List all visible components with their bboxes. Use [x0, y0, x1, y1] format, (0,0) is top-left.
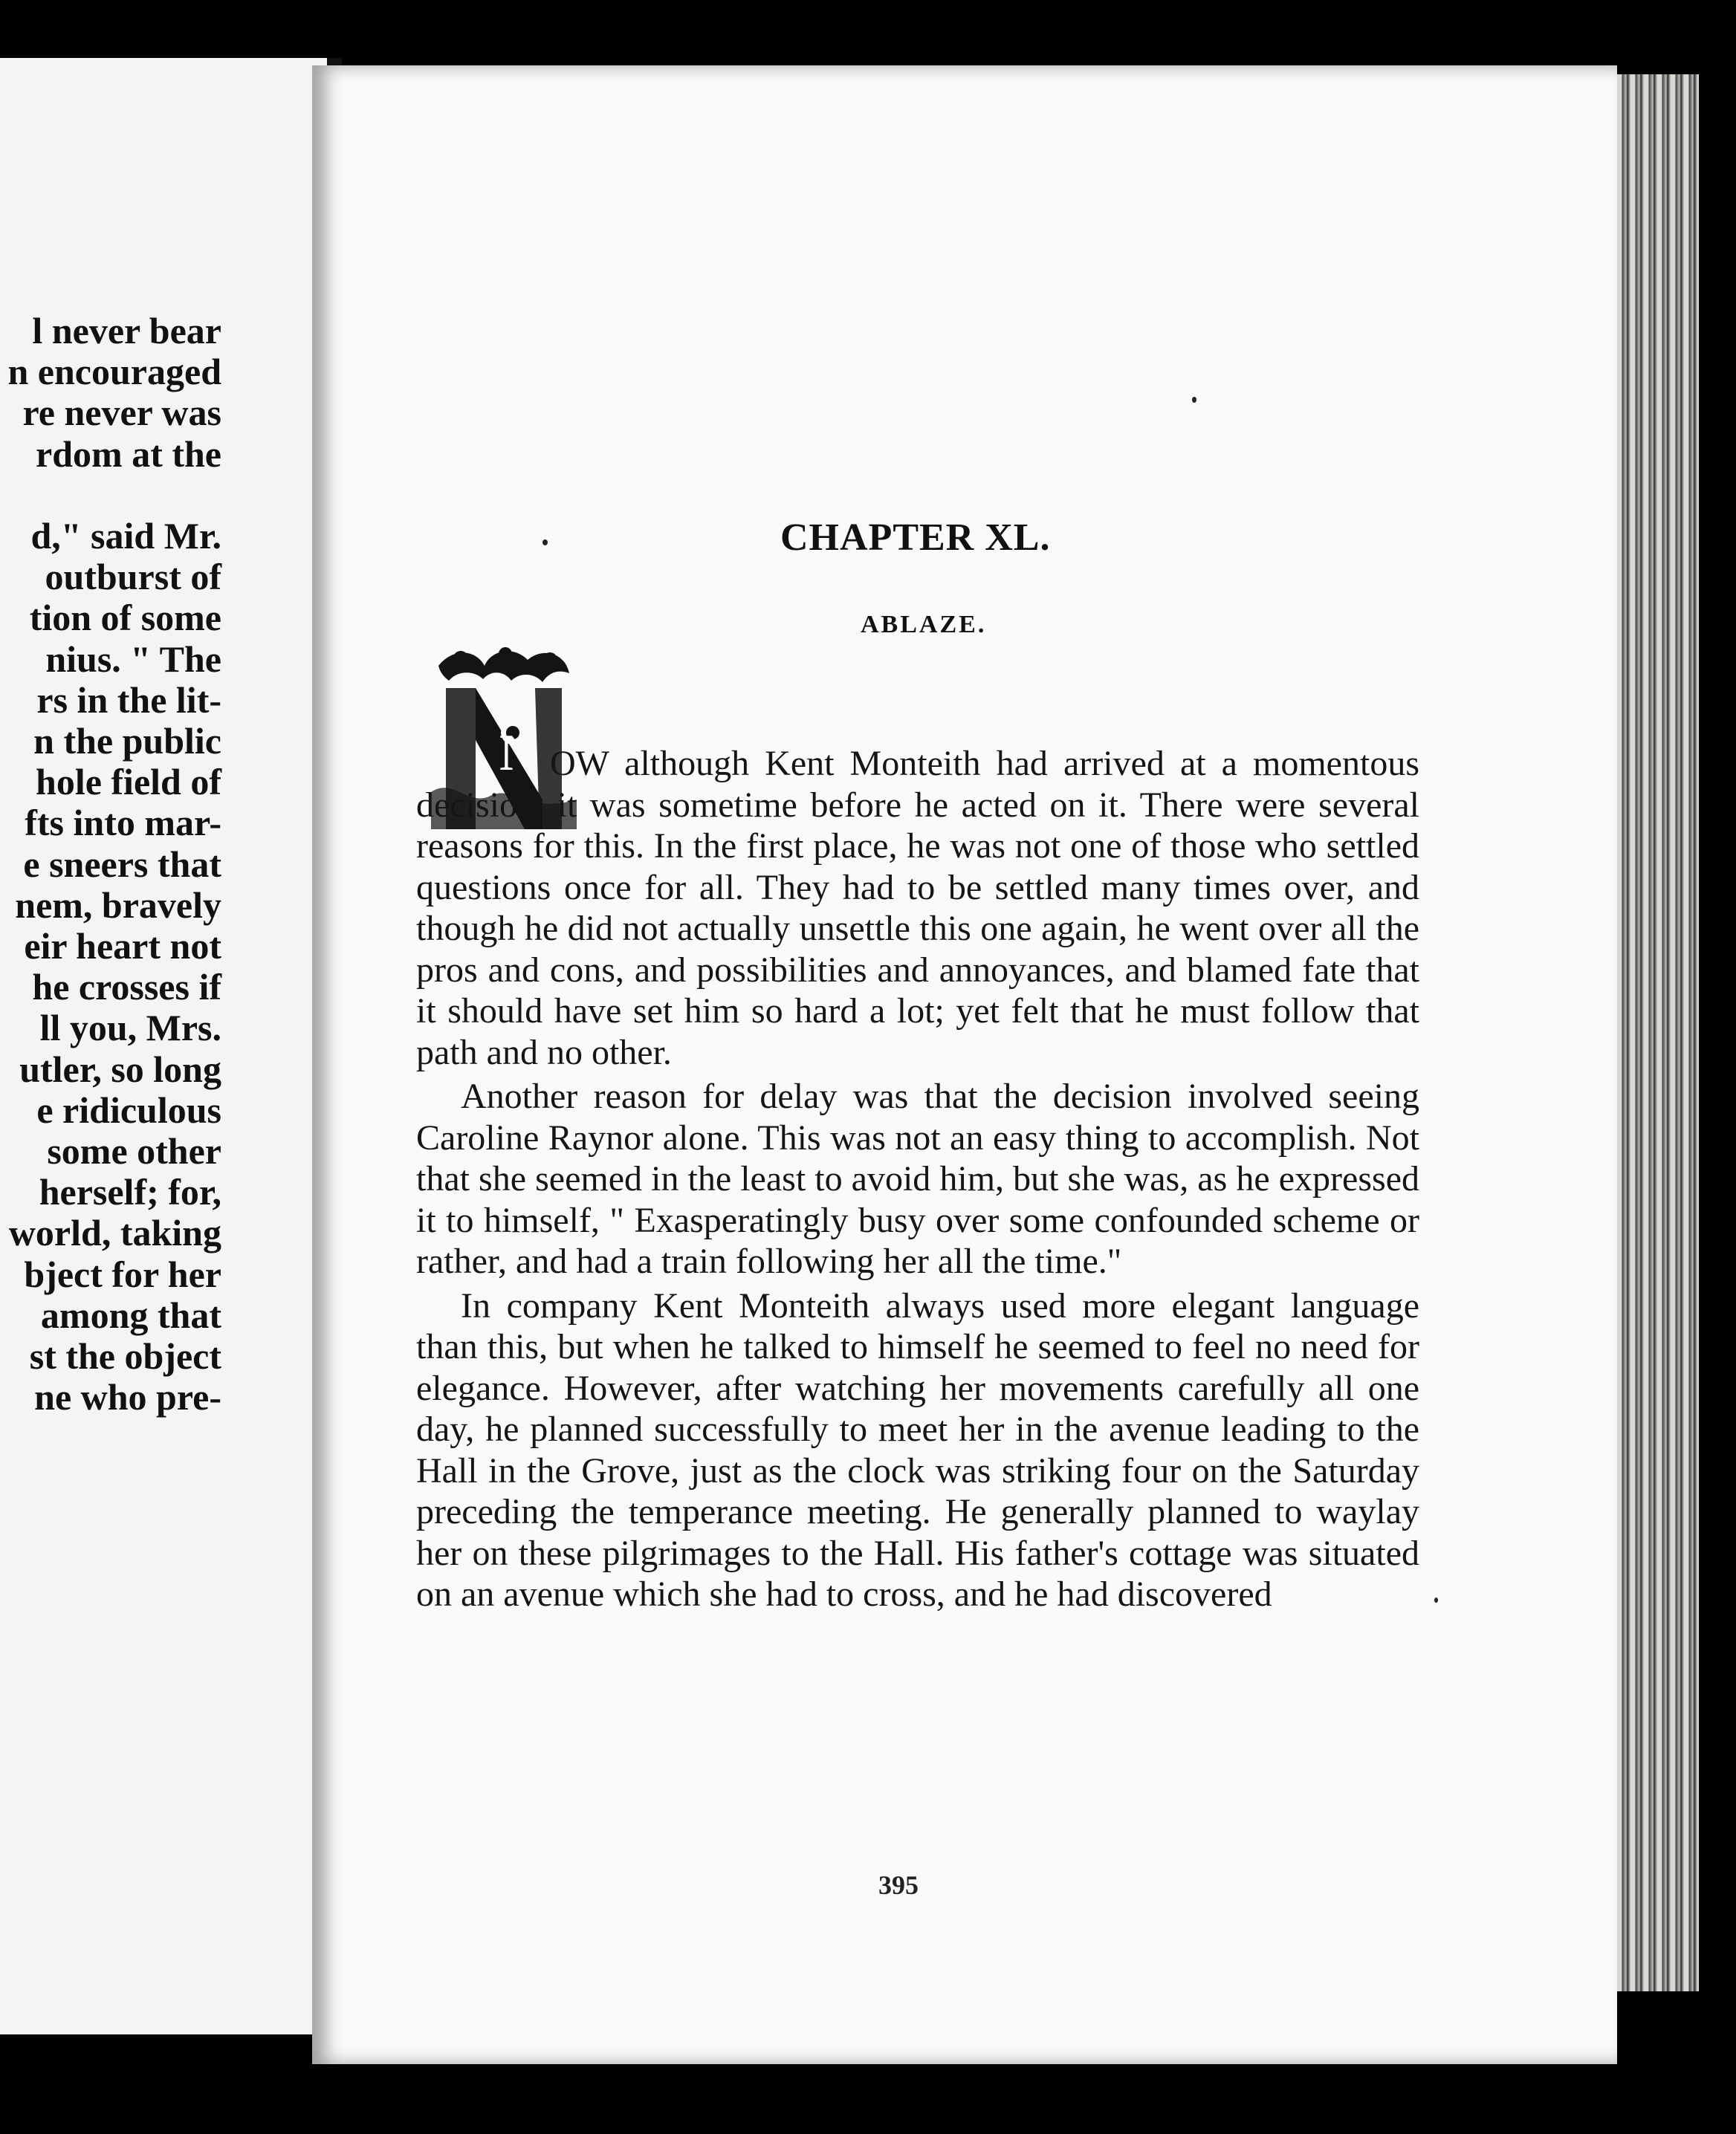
- facing-page-line: rs in the lit-: [36, 678, 221, 721]
- facing-page-line: world, taking: [8, 1212, 221, 1254]
- facing-page-line: nem, bravely: [15, 883, 221, 926]
- facing-page-line: herself; for,: [39, 1171, 221, 1213]
- paragraph: [416, 743, 1419, 1073]
- facing-page: [0, 58, 327, 2034]
- facing-page-line: l never bear: [32, 310, 221, 351]
- facing-page-line: n encouraged: [7, 351, 221, 393]
- scan-speck: [542, 539, 548, 545]
- page-number: 395: [878, 1870, 919, 1900]
- facing-page-line: eir heart not: [24, 925, 221, 967]
- facing-page-line: some other: [47, 1130, 221, 1173]
- facing-page-line: nius. " The: [45, 638, 221, 680]
- scan-speck: [1434, 1598, 1438, 1603]
- scan-speck: [1192, 397, 1196, 403]
- facing-page-line: bject for her: [24, 1253, 221, 1295]
- facing-page-line: ne who pre-: [34, 1376, 221, 1418]
- facing-page-text: [0, 311, 221, 1418]
- paragraph: Another reason for delay was that the decision involved seeing Caroline Raynor alone. This was not an easy thing to accomplish. Not that she seemed in the least to avoid him, but she was, as he expressed it to himself, " Exasperatingly busy over some confounded scheme or rather, and had a train following her all the time.": [416, 1077, 1419, 1281]
- facing-page-line: st the object: [29, 1335, 221, 1378]
- facing-page-line: among that: [40, 1294, 221, 1336]
- facing-page-line: [0, 475, 221, 516]
- dropcap-letter: N: [499, 724, 537, 782]
- facing-page-line: re never was: [22, 392, 221, 434]
- facing-page-line: outburst of: [45, 556, 221, 598]
- chapter-title: CHAPTER XL.: [780, 516, 1051, 559]
- facing-page-line: he crosses if: [32, 966, 221, 1008]
- chapter-subtitle: ABLAZE.: [861, 611, 987, 638]
- facing-page-line: ll you, Mrs.: [39, 1007, 221, 1049]
- facing-page-line: tion of some: [29, 597, 221, 639]
- facing-page-line: utler, so long: [19, 1048, 221, 1090]
- facing-page-line: d," said Mr.: [30, 515, 221, 557]
- paragraph-text: OW although Kent Monteith had arrived at a momentous decision, it was sometime before he acted on it. There were several reasons for this. In the first place, he was not one of those who settled questions once for all. They had to be settled many times over, and though he did not actually unsettle this one again, he went over all the pros and cons, and possibilities and annoyances, and blamed fate that it should have set him so hard a lot; yet felt that he must follow that path and no other.: [416, 744, 1419, 1072]
- facing-page-line: n the public: [33, 720, 221, 762]
- facing-page-line: e ridiculous: [36, 1089, 221, 1131]
- chapter-body: [416, 743, 1419, 1615]
- facing-page-line: rdom at the: [36, 432, 221, 475]
- facing-page-line: e sneers that: [23, 843, 221, 885]
- facing-page-line: hole field of: [36, 761, 221, 803]
- facing-page-line: fts into mar-: [25, 802, 221, 844]
- page-edges: [1617, 74, 1699, 1991]
- paragraph: In company Kent Monteith always used more elegant language than this, but when he talked to himself he seemed to feel no need for elegance. However, after watching her movements carefully all one day, he planned successfully to meet her in the avenue leading to the Hall in the Grove, just as the clock was striking four on the Saturday preceding the temperance meeting. He generally planned to waylay her on these pilgrimages to the Hall. His father's cottage was situated on an avenue which she had to cross, and he had discovered: [416, 1285, 1419, 1614]
